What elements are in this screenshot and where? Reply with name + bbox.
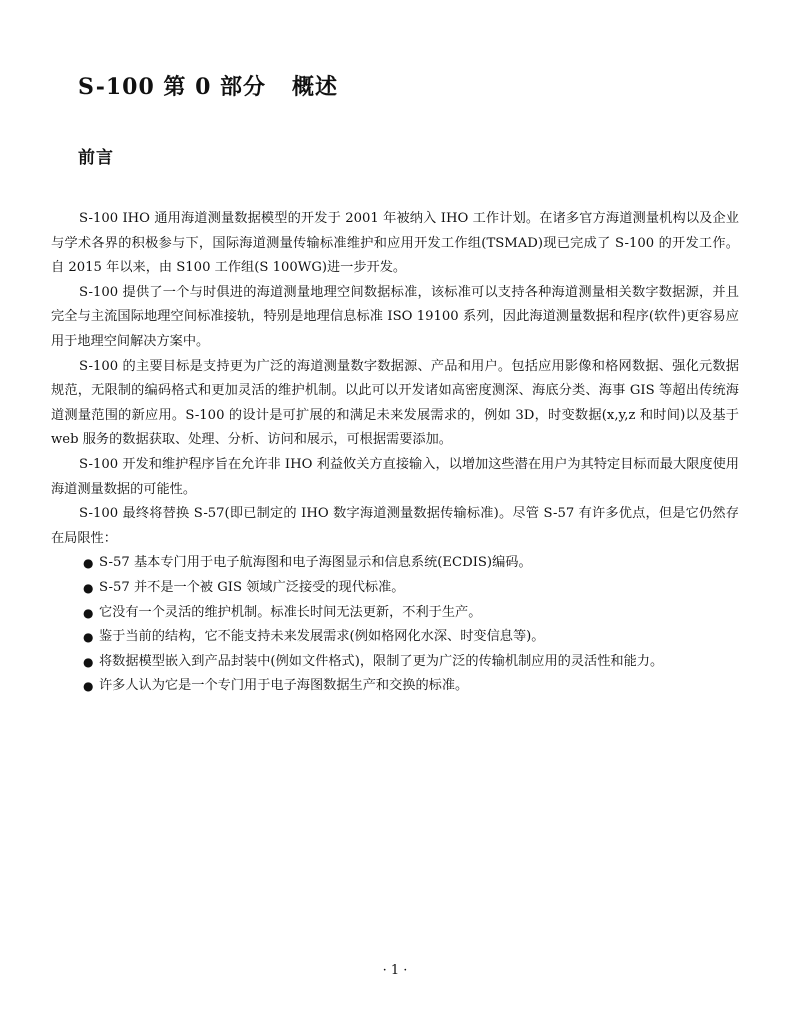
bullet-icon: ● [83, 556, 94, 571]
list-item [51, 601, 739, 626]
bullet-icon: ● [83, 630, 94, 645]
limitations-list [51, 551, 739, 699]
page-number: · 1 · [382, 963, 408, 978]
list-item-text: S-57 并不是一个被 GIS 领域广泛接受的现代标准。 [99, 579, 405, 595]
bullet-icon: ● [83, 605, 94, 620]
bullet-icon: ● [83, 679, 94, 694]
bullet-icon: ● [83, 580, 94, 595]
list-item [51, 576, 739, 601]
page-title-part: S-100 第 0 部分 [78, 74, 267, 100]
bullet-icon: ● [83, 654, 94, 669]
paragraph-5: S-100 最终将替换 S-57(即已制定的 IHO 数字海道测量数据传输标准)。尽管 S-57 有许多优点，但是它仍然存在局限性： [51, 506, 739, 546]
list-item-text: S-57 基本专门用于电子航海图和电子海图显示和信息系统(ECDIS)编码。 [99, 555, 532, 571]
page-title [78, 70, 338, 101]
page-title-subject: 概述 [292, 74, 339, 100]
paragraph-4: S-100 开发和维护程序旨在允许非 IHO 利益攸关方直接输入，以增加这些潜在用户为其特定目标而最大限度使用海道测量数据的可能性。 [51, 456, 739, 497]
list-item [51, 650, 739, 675]
list-item-text: 许多人认为它是一个专门用于电子海图数据生产和交换的标准。 [99, 678, 469, 694]
list-item-text: 将数据模型嵌入到产品封装中(例如文件格式)，限制了更为广泛的传输机制应用的灵活性和能力。 [99, 653, 664, 669]
paragraph-2: S-100 提供了一个与时俱进的海道测量地理空间数据标准，该标准可以支持各种海道测量相关数字数据源，并且完全与主流国际地理空间标准接轨，特别是地理信息标准 ISO 19100 系列，因此海道测量数据和程序(软件)更容易应用于地理空间解决方案中。 [51, 284, 739, 349]
list-item-text: 它没有一个灵活的维护机制。标准长时间无法更新，不利于生产。 [99, 604, 482, 620]
list-item-text: 鉴于当前的结构，它不能支持未来发展需求(例如格网化水深、时变信息等)。 [99, 629, 545, 645]
list-item [51, 551, 739, 576]
section-heading-foreword: 前言 [78, 148, 114, 168]
paragraph-1: S-100 IHO 通用海道测量数据模型的开发于 2001 年被纳入 IHO 工作计划。在诸多官方海道测量机构以及企业与学术各界的积极参与下，国际海道测量传输标准维护和应用开发工作组(TSMAD)现已完成了 S-100 的开发工作。自 2015 年以来，由 S100 工作组(S 100WG)进一步开发。 [51, 211, 739, 276]
list-item [51, 674, 739, 699]
body-text [51, 207, 739, 699]
list-item [51, 625, 739, 650]
paragraph-3: S-100 的主要目标是支持更为广泛的海道测量数字数据源、产品和用户。包括应用影像和格网数据、强化元数据规范，无限制的编码格式和更加灵活的维护机制。以此可以开发诸如高密度测深、海底分类、海事 GIS 等超出传统海道测量范围的新应用。S-100 的设计是可扩展的和满足未来发展需求的，例如 3D，时变数据(x,y,z 和时间)以及基于 web 服务的数据获取、处理、分析、访问和展示，可根据需要添加。 [51, 358, 739, 448]
